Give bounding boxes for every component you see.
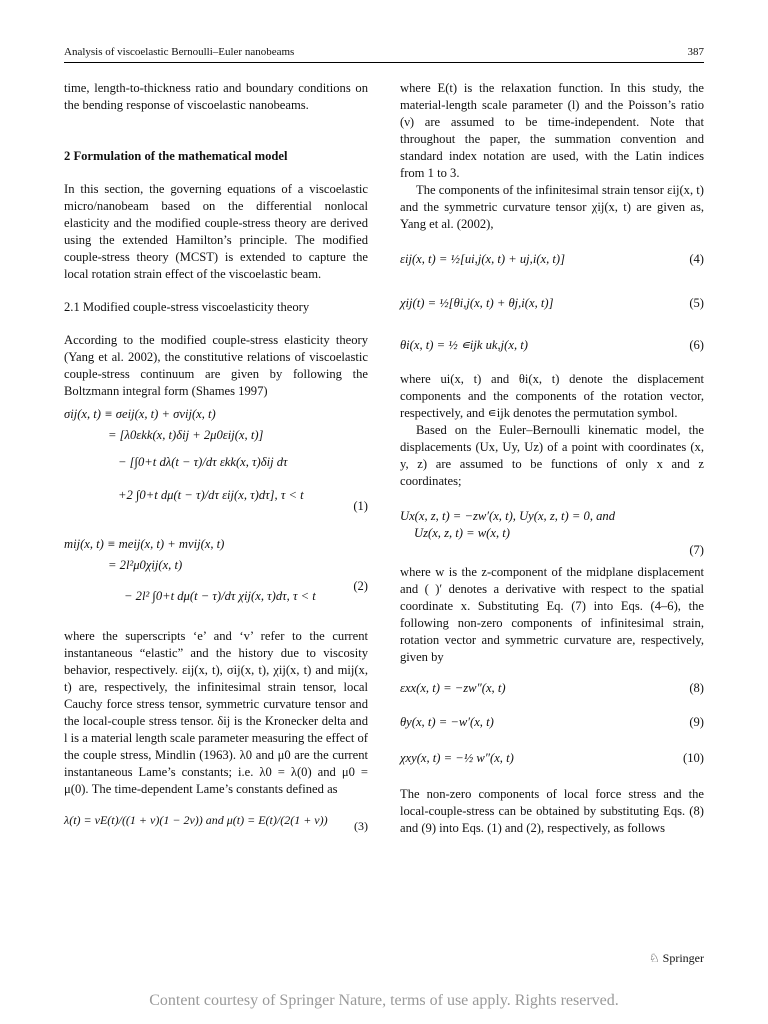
equation-line: +2 ∫0+t dμ(t − τ)/dτ εij(x, τ)dτ], τ < t — [118, 488, 304, 502]
paragraph: Based on the Euler–Bernoulli kinematic model, the displacements (Ux, Uy, Uz) of a point with coordinates (x, y, z) are assumed to be functions of only x and z coordinates; — [400, 423, 704, 488]
courtesy-watermark: Content courtesy of Springer Nature, terms of use apply. Rights reserved. — [149, 992, 619, 1009]
left-column — [64, 80, 368, 846]
equation-line: Uz(x, z, t) = w(x, t) — [414, 526, 510, 540]
paragraph: time, length-to-thickness ratio and boundary conditions on the bending response of viscoelastic nanobeams. — [64, 81, 368, 112]
equation-number: (3) — [354, 819, 368, 833]
equation-number: (8) — [689, 681, 704, 695]
publisher-logo — [649, 950, 704, 967]
equation-line: εij(x, t) = ½[ui,j(x, t) + uj,i(x, t)] — [400, 252, 566, 266]
paragraph: where the superscripts ‘e’ and ‘v’ refer to the current instantaneous “elastic” and the history due to viscosity behavior, respectively. εij(x, t), σij(x, t), χij(x, t) and mij(x, t) are, respectively, the infinitesimal strain tensor, local Cauchy force stress tensor, symmetric curvature tensor and the local-couple stress tensor. δij is the Kronecker delta and l is a material length scale parameter measuring the effect of the couple stress, Mindlin (1963). λ0 and μ0 are the current instantaneous Lame’s constants; i.e. λ0 = λ(0) and μ0 = μ(0). The time-dependent Lame’s constants defined as — [64, 629, 368, 796]
subsection-heading: 2.1 Modified couple-stress viscoelasticity theory — [64, 300, 310, 314]
equation-line: λ(t) = νE(t)/((1 + ν)(1 − 2ν)) and μ(t) = E(t)/(2(1 + ν)) — [64, 813, 328, 827]
equation-line: εxx(x, t) = −zw″(x, t) — [400, 681, 506, 695]
equation-9 — [400, 714, 704, 734]
equation-3 — [64, 812, 368, 846]
paragraph: where E(t) is the relaxation function. In this study, the material-length scale parameter (l) and the Poisson’s ratio (ν) are assumed to be time-independent. Note that throughout the paper, the summation convention and standard index notation are used, with the Latin indices from 1 to 3. — [400, 81, 704, 180]
paragraph: where w is the z-component of the midplane displacement and ( )′ denotes a derivative with respect to the spatial coordinate x. Substituting Eq. (7) into Eqs. (4–6), the following non-zero components of infinitesimal strain, rotation vector and symmetric curvature are, respectively, given by — [400, 565, 704, 664]
paragraph: In this section, the governing equations of a viscoelastic micro/nanobeam based on the differential nonlocal elasticity and the modified couple-stress theory are derived using the extended Hamilton’s principle. The modified couple-stress theory (MCST) is extended to capture the local rotation strain effect of the viscoelastic beam. — [64, 182, 368, 281]
equation-6 — [400, 337, 704, 365]
equation-number: (5) — [689, 296, 704, 310]
equation-line: σij(x, t) ≡ σeij(x, t) + σvij(x, t) — [64, 407, 216, 421]
equation-2 — [64, 536, 368, 616]
right-column — [400, 80, 704, 837]
equation-line: θy(x, t) = −w′(x, t) — [400, 715, 494, 729]
header-rule — [64, 62, 704, 63]
equation-line: = 2l²μ0χij(x, t) — [108, 558, 183, 572]
equation-number: (9) — [689, 715, 704, 729]
equation-4 — [400, 251, 704, 279]
equation-line: mij(x, t) ≡ meij(x, t) + mvij(x, t) — [64, 537, 225, 551]
equation-8 — [400, 680, 704, 700]
running-header — [64, 44, 704, 60]
equation-10 — [400, 750, 704, 778]
section-heading: 2 Formulation of the mathematical model — [64, 149, 288, 163]
paragraph: The components of the infinitesimal strain tensor εij(x, t) and the symmetric curvature tensor χij(x, t) are given as, Yang et al. (2002), — [400, 183, 704, 231]
equation-number: (4) — [689, 252, 704, 266]
equation-line: χxy(x, t) = −½ w″(x, t) — [400, 751, 514, 765]
equation-number: (2) — [353, 579, 368, 593]
equation-number: (7) — [689, 543, 704, 557]
equation-line: Ux(x, z, t) = −zw′(x, t), Uy(x, z, t) = 0, and — [400, 509, 616, 523]
springer-icon: ♘ — [648, 951, 660, 965]
equation-7 — [400, 508, 704, 560]
equation-line: θi(x, t) = ½ ∊ijk uk,j(x, t) — [400, 338, 528, 352]
equation-1 — [64, 406, 368, 524]
equation-line: − [∫0+t dλ(t − τ)/dτ εkk(x, τ)δij dτ — [118, 455, 288, 469]
equation-line: = [λ0εkk(x, t)δij + 2μ0εij(x, t)] — [108, 428, 264, 442]
paragraph: The non-zero components of local force stress and the local-couple-stress can be obtained by substituting Eqs. (8) and (9) into Eqs. (1) and (2), respectively, as follows — [400, 787, 704, 835]
equation-number: (6) — [689, 338, 704, 352]
paragraph: According to the modified couple-stress elasticity theory (Yang et al. 2002), the constitutive relations of viscoelastic couple-stress continuum are given by following the Boltzmann integral form (Shames 1997) — [64, 333, 368, 398]
equation-line: − 2l² ∫0+t dμ(t − τ)/dτ χij(x, τ)dτ, τ < t — [124, 589, 316, 603]
page-number: 387 — [687, 46, 704, 58]
running-title: Analysis of viscoelastic Bernoulli–Euler nanobeams — [64, 46, 295, 58]
paragraph: where ui(x, t) and θi(x, t) denote the displacement components and the components of the rotation vector, respectively, and ∊ijk denotes the permutation symbol. — [400, 372, 704, 420]
equation-number: (1) — [353, 499, 368, 513]
equation-number: (10) — [683, 751, 704, 765]
equation-5 — [400, 295, 704, 323]
publisher-name: Springer — [662, 951, 704, 965]
equation-line: χij(t) = ½[θi,j(x, t) + θj,i(x, t)] — [400, 296, 554, 310]
